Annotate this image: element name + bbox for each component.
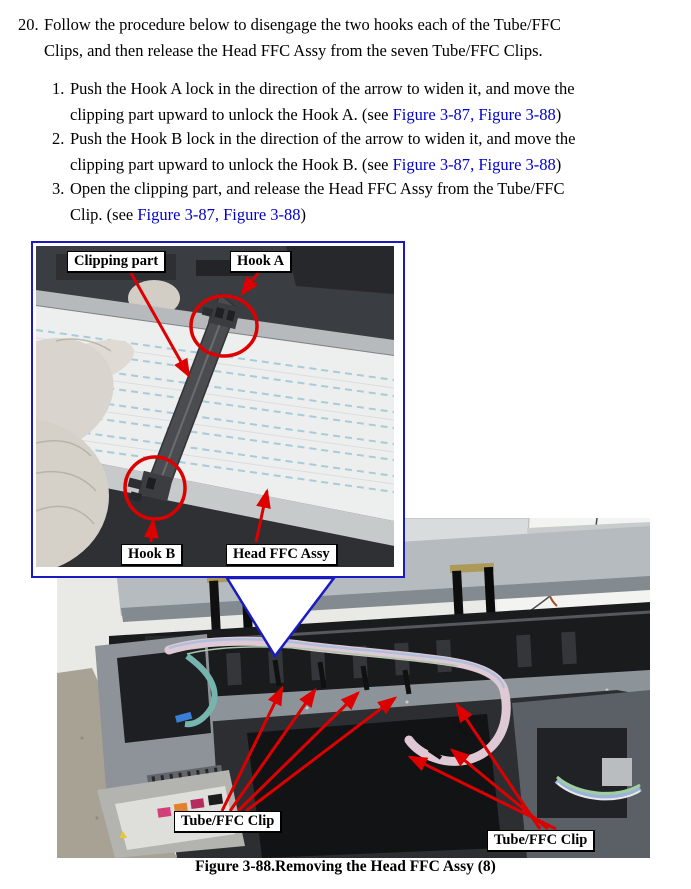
tube-ffc-clip-label-left: Tube/FFC Clip: [174, 811, 282, 833]
hook-b-label: Hook B: [121, 544, 183, 566]
substep-line-2: [70, 102, 561, 128]
figure-3-88-link[interactable]: Figure 3-88: [223, 205, 301, 224]
tube-ffc-clip-label-right: Tube/FFC Clip: [487, 830, 595, 852]
substep-line-1: Open the clipping part, and release the Head FFC Assy from the Tube/FFC: [70, 179, 565, 198]
substep-text-end: ): [555, 155, 562, 174]
substep-line-2: [70, 202, 306, 228]
figure-3-87-link[interactable]: Figure 3-87: [392, 155, 471, 174]
figure-3-87-link[interactable]: Figure 3-87: [392, 105, 471, 124]
link-separator: ,: [470, 105, 479, 124]
substep-line-2: [70, 152, 561, 178]
substep-text: clipping part upward to unlock the Hook B. (see: [70, 155, 393, 174]
substep-number: 2.: [52, 129, 65, 148]
link-separator: ,: [214, 205, 224, 224]
substep-text: clipping part upward to unlock the Hook A. (see: [70, 105, 393, 124]
hook-a-label: Hook A: [230, 251, 292, 273]
head-ffc-assy-label: Head FFC Assy: [226, 544, 338, 566]
substep-text-end: ): [300, 205, 307, 224]
figure-caption: Figure 3-88.Removing the Head FFC Assy (8): [195, 858, 496, 875]
step-number: 20.: [18, 15, 39, 34]
link-separator: ,: [470, 155, 479, 174]
substep-number: 3.: [52, 179, 65, 198]
step-line-2: Clips, and then release the Head FFC Assy from the seven Tube/FFC Clips.: [44, 41, 543, 60]
figure-3-88-link[interactable]: Figure 3-88: [478, 155, 556, 174]
figure-3-88-link[interactable]: Figure 3-88: [478, 105, 556, 124]
substep-text-end: ): [555, 105, 562, 124]
step-line-1: Follow the procedure below to disengage the two hooks each of the Tube/FFC: [44, 15, 561, 34]
clip-closeup-photo: [31, 241, 405, 578]
substep-line-1: Push the Hook B lock in the direction of the arrow to widen it, and move the: [70, 129, 576, 148]
substep-number: 1.: [52, 79, 65, 98]
substep-line-1: Push the Hook A lock in the direction of the arrow to widen it, and move the: [70, 79, 575, 98]
substep-text: Clip. (see: [70, 205, 138, 224]
clipping-part-label: Clipping part: [67, 251, 166, 273]
figure-3-87-link[interactable]: Figure 3-87: [137, 205, 215, 224]
